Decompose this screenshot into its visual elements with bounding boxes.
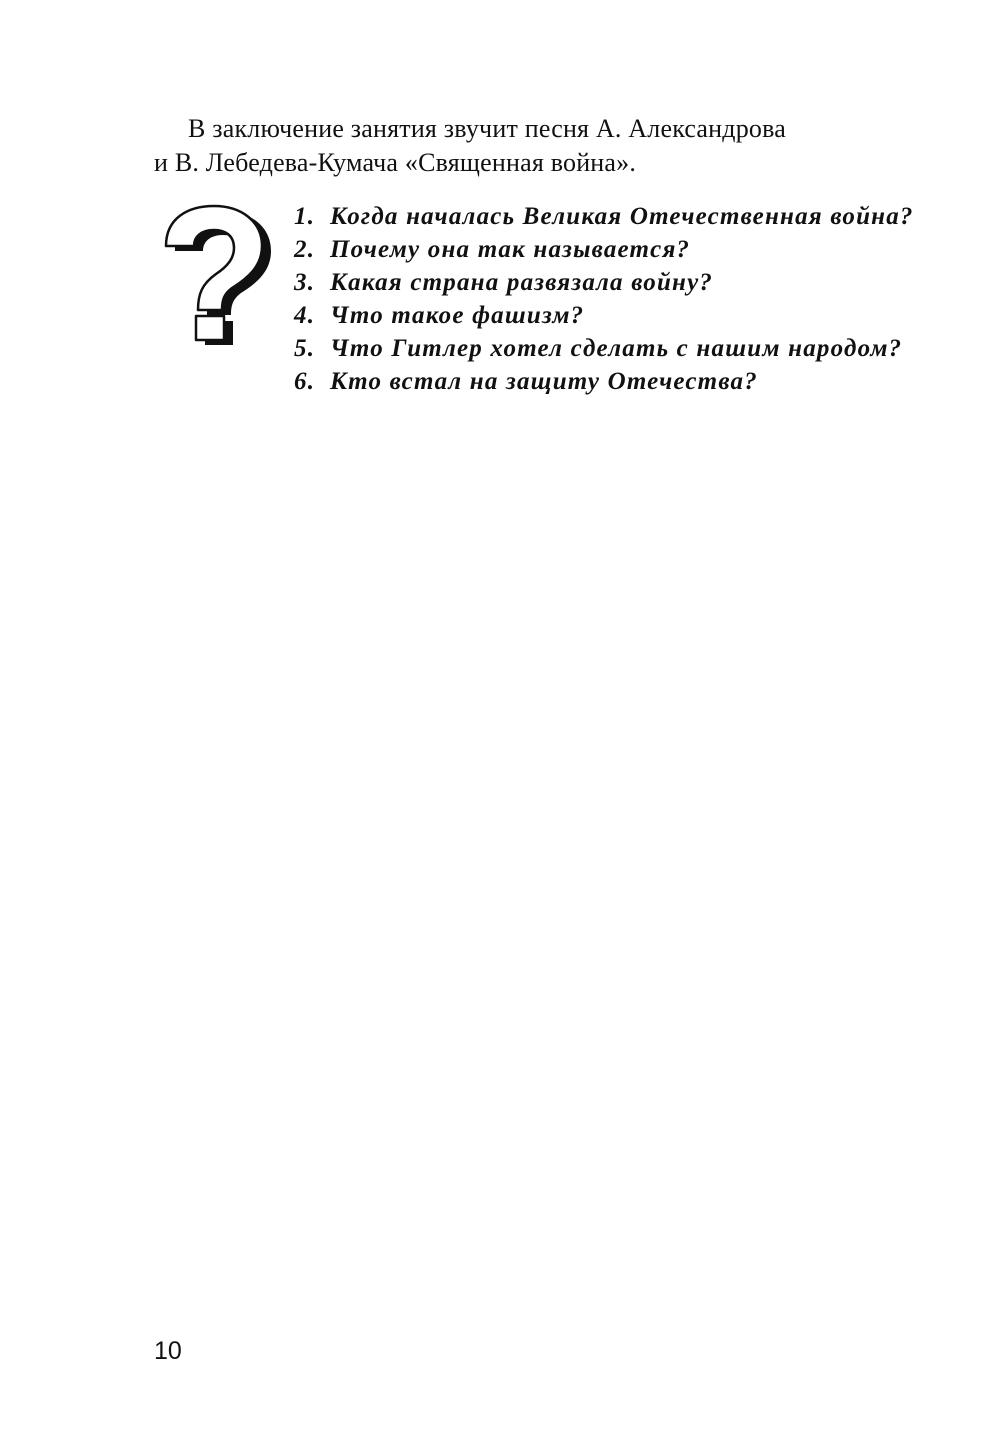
question-number: 4. <box>294 302 316 329</box>
intro-line-2: и В. Лебедева-Кумача «Священная война». <box>154 148 637 177</box>
question-text: Кто встал на защиту Отечества? <box>330 368 758 395</box>
question-number: 3. <box>294 269 316 296</box>
question-item <box>294 332 914 365</box>
question-text: Почему она так называется? <box>330 236 691 263</box>
question-text: Какая страна развязала войну? <box>330 269 714 296</box>
intro-paragraph <box>154 112 914 180</box>
question-item <box>294 233 914 266</box>
intro-line-1: В заключение занятия звучит песня А. Александрова <box>188 114 786 143</box>
questions-list <box>294 200 914 398</box>
question-text: Когда началась Великая Отечественная война? <box>330 203 914 230</box>
question-number: 1. <box>294 203 316 230</box>
question-item <box>294 365 914 398</box>
question-number: 2. <box>294 236 316 263</box>
question-mark-icon <box>160 204 280 346</box>
question-item <box>294 200 914 233</box>
question-number: 6. <box>294 368 316 395</box>
question-item <box>294 266 914 299</box>
question-number: 5. <box>294 335 316 362</box>
question-item <box>294 299 914 332</box>
question-text: Что Гитлер хотел сделать с нашим народом? <box>330 335 903 362</box>
question-text: Что такое фашизм? <box>330 302 585 329</box>
page-number: 10 <box>154 1337 182 1365</box>
